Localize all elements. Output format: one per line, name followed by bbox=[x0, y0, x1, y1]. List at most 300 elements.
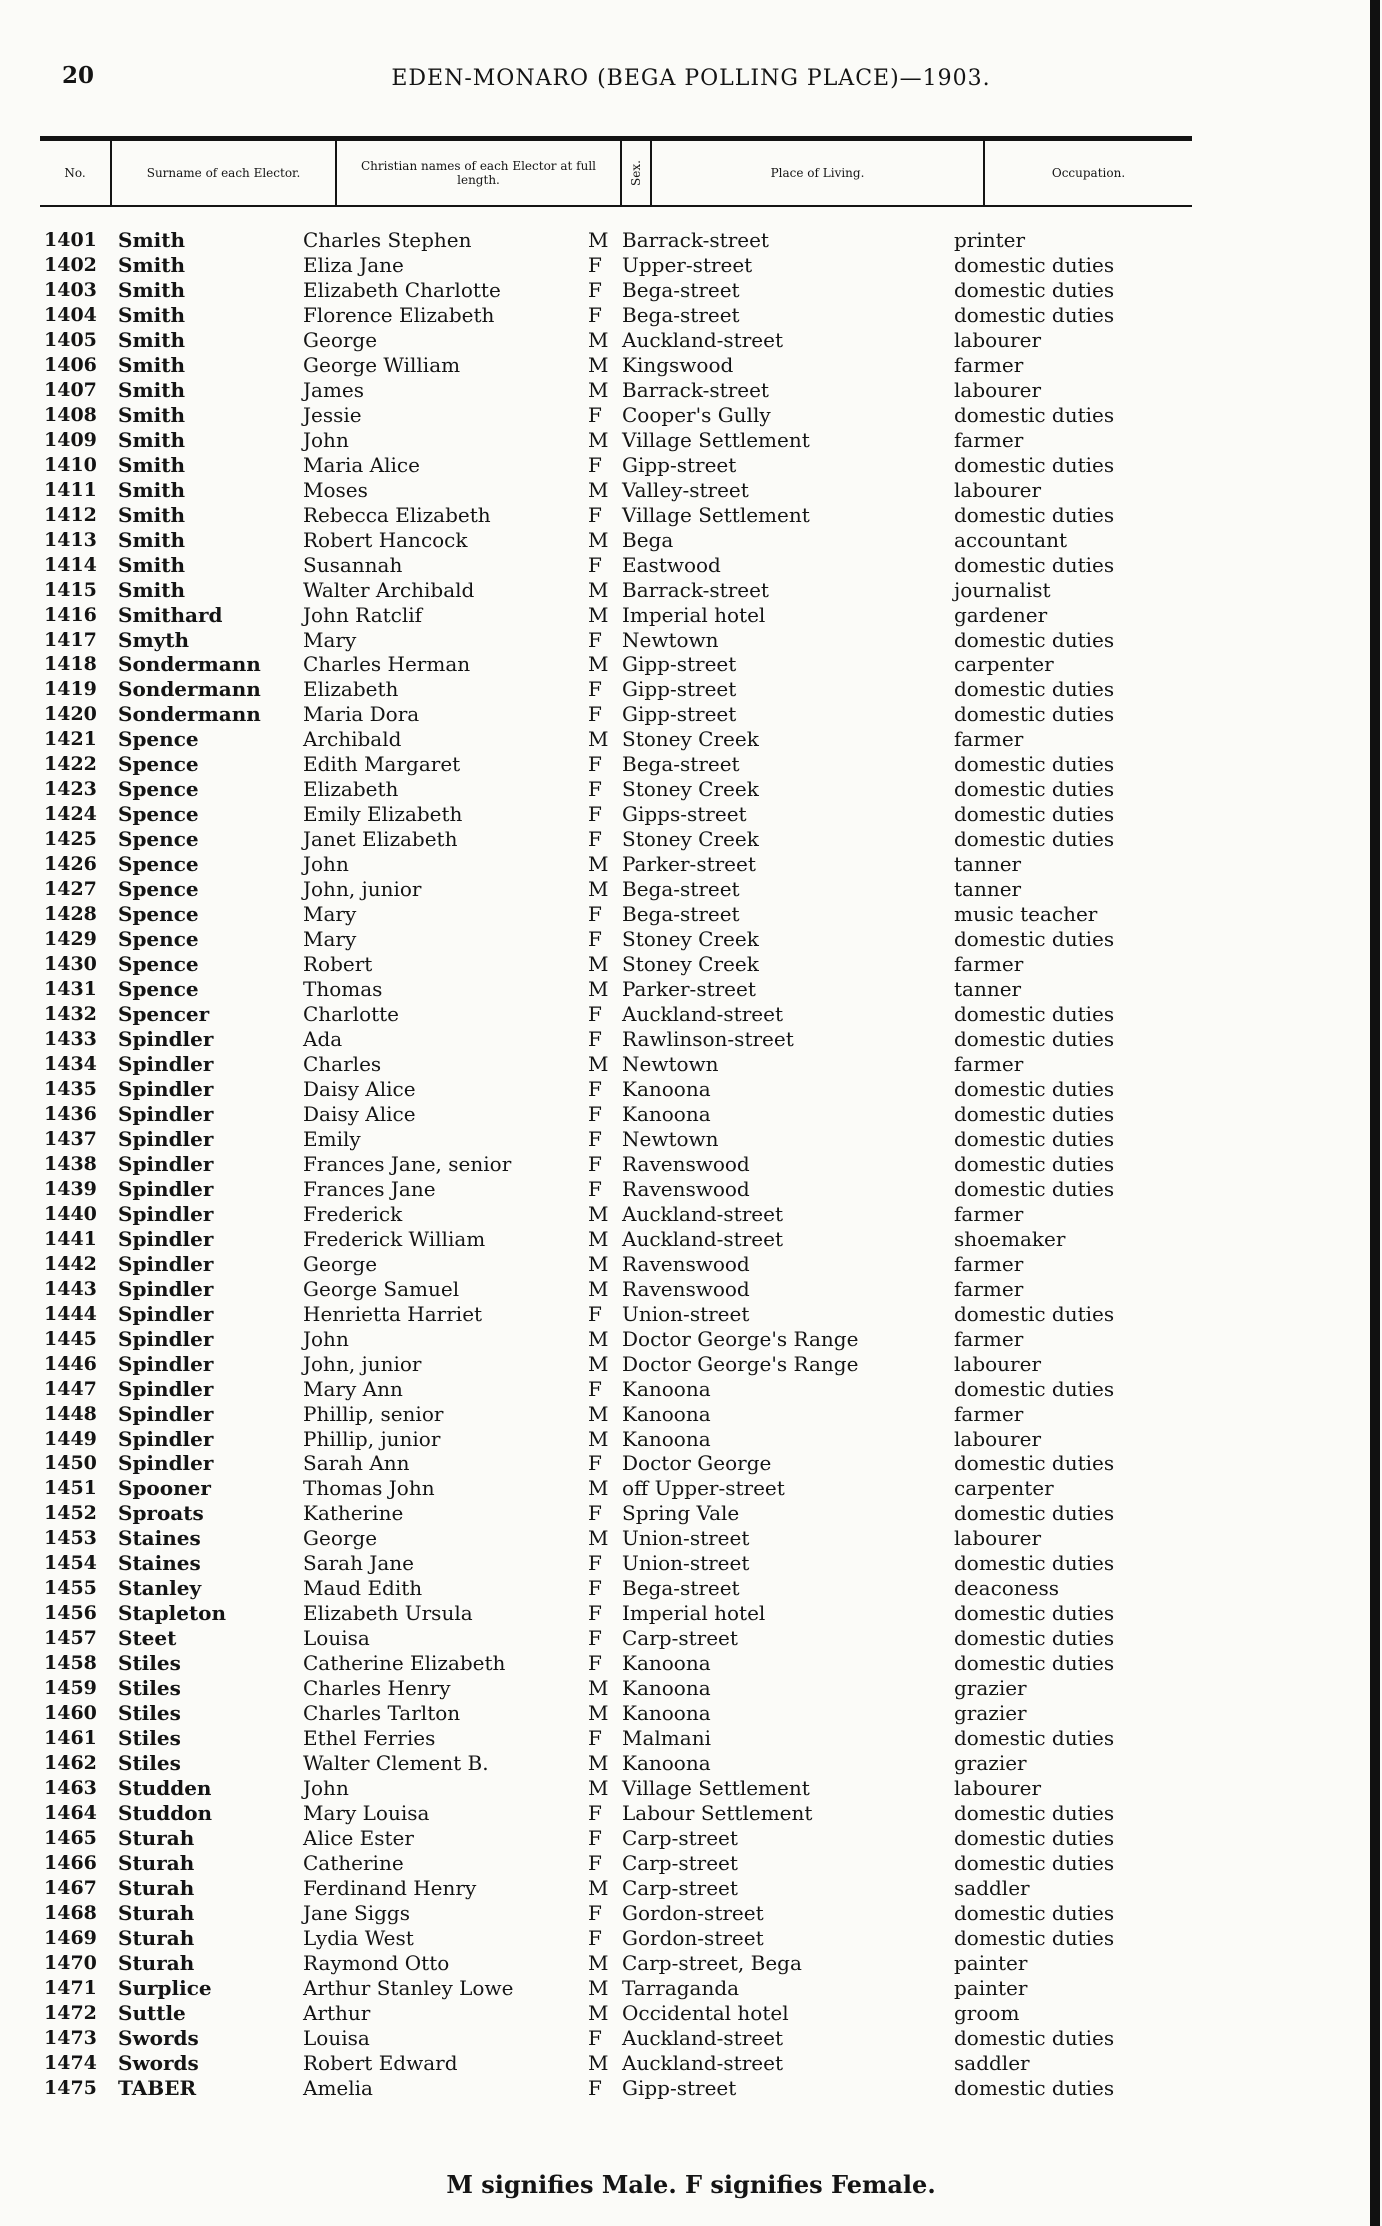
elector-christian-names: Florence Elizabeth bbox=[303, 302, 495, 327]
elector-surname: Smith bbox=[118, 252, 185, 277]
elector-place-of-living: Bega bbox=[622, 527, 674, 552]
elector-place-of-living: Village Settlement bbox=[622, 427, 810, 452]
table-row bbox=[0, 1202, 1382, 1227]
elector-number: 1428 bbox=[44, 903, 97, 926]
elector-place-of-living: Stoney Creek bbox=[622, 927, 759, 952]
table-row bbox=[0, 1826, 1382, 1851]
table-row bbox=[0, 2001, 1382, 2026]
elector-place-of-living: Kanoona bbox=[622, 1376, 711, 1401]
elector-sex: M bbox=[588, 1751, 609, 1776]
elector-christian-names: George William bbox=[303, 352, 461, 377]
elector-number: 1468 bbox=[44, 1901, 97, 1924]
elector-sex: F bbox=[588, 2075, 602, 2100]
elector-occupation: farmer bbox=[954, 352, 1024, 377]
elector-christian-names: John bbox=[303, 1776, 349, 1801]
elector-occupation: domestic duties bbox=[954, 702, 1115, 727]
table-row bbox=[0, 1626, 1382, 1651]
elector-sex: F bbox=[588, 1726, 602, 1751]
elector-christian-names: Charles Henry bbox=[303, 1676, 451, 1701]
table-row bbox=[0, 1277, 1382, 1302]
elector-number: 1446 bbox=[44, 1352, 97, 1375]
elector-sex: F bbox=[588, 1301, 602, 1326]
elector-number: 1451 bbox=[44, 1477, 97, 1500]
column-header-sex bbox=[622, 141, 652, 205]
elector-occupation: domestic duties bbox=[954, 1126, 1115, 1151]
elector-surname: Smith bbox=[118, 427, 185, 452]
elector-surname: Smith bbox=[118, 477, 185, 502]
elector-place-of-living: Village Settlement bbox=[622, 1776, 810, 1801]
table-row bbox=[0, 1501, 1382, 1526]
elector-christian-names: John, junior bbox=[303, 877, 422, 902]
elector-christian-names: Maria Alice bbox=[303, 452, 420, 477]
elector-christian-names: Susannah bbox=[303, 552, 403, 577]
elector-surname: Spence bbox=[118, 902, 199, 927]
elector-place-of-living: Parker-street bbox=[622, 852, 756, 877]
elector-place-of-living: Auckland-street bbox=[622, 327, 783, 352]
elector-christian-names: Maria Dora bbox=[303, 702, 420, 727]
elector-christian-names: John Ratclif bbox=[303, 602, 423, 627]
table-row bbox=[0, 228, 1382, 253]
elector-place-of-living: Gipps-street bbox=[622, 802, 747, 827]
elector-place-of-living: Imperial hotel bbox=[622, 602, 766, 627]
table-row bbox=[0, 1476, 1382, 1501]
elector-sex: M bbox=[588, 377, 609, 402]
elector-sex: F bbox=[588, 1925, 602, 1950]
elector-christian-names: Arthur Stanley Lowe bbox=[303, 1975, 514, 2000]
elector-number: 1420 bbox=[44, 703, 97, 726]
elector-place-of-living: Stoney Creek bbox=[622, 777, 759, 802]
elector-sex: F bbox=[588, 902, 602, 927]
elector-surname: Spindler bbox=[118, 1251, 214, 1276]
elector-number: 1461 bbox=[44, 1727, 97, 1750]
elector-surname: Spindler bbox=[118, 1326, 214, 1351]
elector-place-of-living: Bega-street bbox=[622, 1576, 740, 1601]
table-row bbox=[0, 777, 1382, 802]
elector-occupation: labourer bbox=[954, 1426, 1042, 1451]
elector-place-of-living: Doctor George bbox=[622, 1451, 772, 1476]
elector-number: 1447 bbox=[44, 1377, 97, 1400]
elector-place-of-living: Carp-street bbox=[622, 1850, 738, 1875]
elector-occupation: domestic duties bbox=[954, 1801, 1115, 1826]
elector-number: 1412 bbox=[44, 503, 97, 526]
elector-place-of-living: Kanoona bbox=[622, 1401, 711, 1426]
elector-christian-names: Frances Jane, senior bbox=[303, 1151, 512, 1176]
elector-christian-names: John bbox=[303, 852, 349, 877]
elector-place-of-living: Rawlinson-street bbox=[622, 1027, 794, 1051]
elector-christian-names: Charles Tarlton bbox=[303, 1701, 461, 1726]
elector-occupation: farmer bbox=[954, 1276, 1024, 1301]
elector-number: 1471 bbox=[44, 1976, 97, 1999]
elector-number: 1462 bbox=[44, 1752, 97, 1775]
elector-surname: Sturah bbox=[118, 1925, 195, 1950]
elector-place-of-living: Gipp-street bbox=[622, 702, 737, 727]
elector-christian-names: Frances Jane bbox=[303, 1176, 436, 1201]
table-row bbox=[0, 478, 1382, 503]
elector-place-of-living: Doctor George's Range bbox=[622, 1326, 859, 1351]
elector-place-of-living: Auckland-street bbox=[622, 2050, 783, 2075]
elector-sex: M bbox=[588, 427, 609, 452]
elector-surname: Suttle bbox=[118, 2000, 186, 2025]
elector-number: 1435 bbox=[44, 1077, 97, 1100]
elector-sex: M bbox=[588, 577, 609, 602]
elector-number: 1458 bbox=[44, 1652, 97, 1675]
elector-place-of-living: Parker-street bbox=[622, 977, 756, 1002]
table-row bbox=[0, 1152, 1382, 1177]
page-title: EDEN-MONARO (BEGA POLLING PLACE)—1903. bbox=[391, 66, 991, 91]
elector-number: 1459 bbox=[44, 1677, 97, 1700]
elector-place-of-living: Carp-street, Bega bbox=[622, 1950, 802, 1975]
elector-number: 1425 bbox=[44, 828, 97, 851]
table-row bbox=[0, 628, 1382, 653]
elector-christian-names: Daisy Alice bbox=[303, 1076, 416, 1101]
elector-occupation: music teacher bbox=[954, 902, 1098, 927]
elector-surname: TABER bbox=[118, 2075, 197, 2100]
elector-number: 1457 bbox=[44, 1627, 97, 1650]
table-row bbox=[0, 553, 1382, 578]
elector-number: 1416 bbox=[44, 603, 97, 626]
elector-place-of-living: Gordon-street bbox=[622, 1925, 764, 1950]
elector-place-of-living: Newtown bbox=[622, 1051, 719, 1076]
elector-christian-names: Raymond Otto bbox=[303, 1950, 450, 1975]
table-row bbox=[0, 977, 1382, 1002]
elector-number: 1448 bbox=[44, 1402, 97, 1425]
elector-sex: F bbox=[588, 502, 602, 527]
elector-occupation: domestic duties bbox=[954, 1726, 1115, 1751]
elector-number: 1402 bbox=[44, 253, 97, 276]
elector-number: 1470 bbox=[44, 1951, 97, 1974]
elector-sex: F bbox=[588, 1176, 602, 1201]
elector-sex: F bbox=[588, 702, 602, 727]
elector-surname: Stapleton bbox=[118, 1601, 227, 1626]
elector-sex: F bbox=[588, 1576, 602, 1601]
elector-place-of-living: Kanoona bbox=[622, 1426, 711, 1451]
elector-sex: M bbox=[588, 877, 609, 902]
elector-occupation: grazier bbox=[954, 1751, 1027, 1776]
table-row bbox=[0, 1876, 1382, 1901]
elector-number: 1453 bbox=[44, 1527, 97, 1550]
elector-occupation: tanner bbox=[954, 852, 1022, 877]
elector-place-of-living: Auckland-street bbox=[622, 2025, 783, 2050]
elector-number: 1445 bbox=[44, 1327, 97, 1350]
elector-surname: Studdon bbox=[118, 1801, 213, 1826]
table-row bbox=[0, 752, 1382, 777]
elector-sex: F bbox=[588, 1551, 602, 1576]
elector-christian-names: Eliza Jane bbox=[303, 252, 404, 277]
elector-christian-names: George Samuel bbox=[303, 1276, 460, 1301]
table-row bbox=[0, 578, 1382, 603]
elector-number: 1413 bbox=[44, 528, 97, 551]
elector-number: 1474 bbox=[44, 2051, 97, 2074]
table-row bbox=[0, 1052, 1382, 1077]
elector-christian-names: Archibald bbox=[303, 727, 402, 752]
table-row bbox=[0, 1926, 1382, 1951]
elector-christian-names: Henrietta Harriet bbox=[303, 1301, 483, 1326]
elector-surname: Sturah bbox=[118, 1875, 195, 1900]
elector-surname: Sturah bbox=[118, 1950, 195, 1975]
elector-surname: Smith bbox=[118, 502, 185, 527]
elector-place-of-living: Barrack-street bbox=[622, 577, 769, 602]
elector-place-of-living: Auckland-street bbox=[622, 1201, 783, 1226]
elector-occupation: tanner bbox=[954, 877, 1022, 902]
table-row bbox=[0, 1701, 1382, 1726]
elector-occupation: journalist bbox=[954, 577, 1051, 602]
elector-number: 1443 bbox=[44, 1277, 97, 1300]
elector-occupation: domestic duties bbox=[954, 752, 1115, 777]
elector-christian-names: Jane Siggs bbox=[303, 1900, 410, 1925]
elector-number: 1405 bbox=[44, 328, 97, 351]
elector-number: 1464 bbox=[44, 1802, 97, 1825]
elector-sex: F bbox=[588, 2025, 602, 2050]
table-row bbox=[0, 702, 1382, 727]
elector-occupation: domestic duties bbox=[954, 302, 1115, 327]
elector-surname: Stiles bbox=[118, 1676, 181, 1701]
elector-occupation: domestic duties bbox=[954, 1551, 1115, 1576]
elector-surname: Spindler bbox=[118, 1301, 214, 1326]
elector-christian-names: Elizabeth Charlotte bbox=[303, 277, 501, 302]
elector-place-of-living: Cooper's Gully bbox=[622, 402, 771, 427]
elector-sex: M bbox=[588, 602, 609, 627]
elector-number: 1434 bbox=[44, 1052, 97, 1075]
elector-christian-names: Jessie bbox=[303, 402, 362, 427]
table-row bbox=[0, 1676, 1382, 1701]
elector-surname: Sproats bbox=[118, 1501, 204, 1526]
elector-sex: M bbox=[588, 2000, 609, 2025]
elector-occupation: domestic duties bbox=[954, 552, 1115, 577]
elector-sex: M bbox=[588, 352, 609, 377]
elector-number: 1421 bbox=[44, 728, 97, 751]
column-header-number: No. bbox=[40, 141, 112, 205]
elector-place-of-living: Kanoona bbox=[622, 1701, 711, 1726]
elector-surname: Smith bbox=[118, 452, 185, 477]
elector-number: 1433 bbox=[44, 1028, 97, 1050]
elector-number: 1415 bbox=[44, 578, 97, 601]
elector-surname: Spence bbox=[118, 752, 199, 777]
elector-surname: Smith bbox=[118, 327, 185, 352]
elector-surname: Spence bbox=[118, 852, 199, 877]
table-row bbox=[0, 278, 1382, 303]
elector-sex: M bbox=[588, 977, 609, 1002]
elector-occupation: farmer bbox=[954, 1401, 1024, 1426]
elector-occupation: labourer bbox=[954, 377, 1042, 402]
page-number: 20 bbox=[62, 62, 95, 89]
table-row bbox=[0, 827, 1382, 852]
footnote: M signifies Male. F signifies Female. bbox=[446, 2170, 936, 2199]
elector-place-of-living: Barrack-street bbox=[622, 377, 769, 402]
elector-christian-names: Mary bbox=[303, 902, 357, 927]
elector-place-of-living: Spring Vale bbox=[622, 1501, 740, 1526]
elector-number: 1410 bbox=[44, 453, 97, 476]
elector-place-of-living: Ravenswood bbox=[622, 1176, 750, 1201]
elector-number: 1455 bbox=[44, 1577, 97, 1600]
table-row bbox=[0, 303, 1382, 328]
elector-occupation: painter bbox=[954, 1950, 1028, 1975]
table-row bbox=[0, 677, 1382, 702]
elector-christian-names: Katherine bbox=[303, 1501, 404, 1526]
table-row bbox=[0, 1002, 1382, 1027]
elector-surname: Staines bbox=[118, 1526, 201, 1551]
electors-list bbox=[0, 228, 1382, 2101]
elector-sex: M bbox=[588, 1351, 609, 1376]
elector-place-of-living: Newtown bbox=[622, 627, 719, 652]
elector-sex: M bbox=[588, 1526, 609, 1551]
elector-christian-names: Frederick William bbox=[303, 1226, 486, 1251]
elector-surname: Spindler bbox=[118, 1226, 214, 1251]
elector-sex: F bbox=[588, 402, 602, 427]
elector-sex: F bbox=[588, 1027, 602, 1051]
elector-occupation: grazier bbox=[954, 1701, 1027, 1726]
elector-christian-names: Emily bbox=[303, 1126, 361, 1151]
elector-occupation: farmer bbox=[954, 952, 1024, 977]
elector-sex: F bbox=[588, 827, 602, 852]
elector-occupation: domestic duties bbox=[954, 277, 1115, 302]
table-row bbox=[0, 1327, 1382, 1352]
table-row bbox=[0, 1901, 1382, 1926]
elector-surname: Stiles bbox=[118, 1701, 181, 1726]
elector-place-of-living: Upper-street bbox=[622, 252, 753, 277]
elector-place-of-living: Kanoona bbox=[622, 1651, 711, 1676]
table-row bbox=[0, 727, 1382, 752]
table-row bbox=[0, 652, 1382, 677]
table-row bbox=[0, 2026, 1382, 2051]
elector-christian-names: Alice Ester bbox=[303, 1826, 414, 1850]
elector-christian-names: Louisa bbox=[303, 2025, 370, 2050]
elector-surname: Smithard bbox=[118, 602, 223, 627]
table-row bbox=[0, 1651, 1382, 1676]
table-row bbox=[0, 1402, 1382, 1427]
elector-occupation: domestic duties bbox=[954, 1027, 1115, 1051]
table-row bbox=[0, 1726, 1382, 1751]
table-row bbox=[0, 2076, 1382, 2101]
elector-sex: M bbox=[588, 1426, 609, 1451]
elector-surname: Spence bbox=[118, 802, 199, 827]
elector-christian-names: Sarah Jane bbox=[303, 1551, 415, 1576]
elector-sex: M bbox=[588, 1226, 609, 1251]
elector-place-of-living: Ravenswood bbox=[622, 1251, 750, 1276]
table-row bbox=[0, 603, 1382, 628]
page-edge-shadow bbox=[1370, 0, 1380, 2226]
elector-place-of-living: Kanoona bbox=[622, 1751, 711, 1776]
table-row bbox=[0, 1576, 1382, 1601]
table-row bbox=[0, 1526, 1382, 1551]
elector-place-of-living: Gipp-street bbox=[622, 452, 737, 477]
table-row bbox=[0, 1127, 1382, 1152]
elector-christian-names: Elizabeth bbox=[303, 677, 399, 702]
elector-sex: F bbox=[588, 1126, 602, 1151]
elector-place-of-living: Imperial hotel bbox=[622, 1601, 766, 1626]
elector-place-of-living: Bega-street bbox=[622, 902, 740, 927]
elector-occupation: domestic duties bbox=[954, 1002, 1115, 1027]
elector-christian-names: Moses bbox=[303, 477, 368, 502]
elector-christian-names: Ferdinand Henry bbox=[303, 1875, 477, 1900]
elector-place-of-living: Kanoona bbox=[622, 1076, 711, 1101]
elector-sex: M bbox=[588, 477, 609, 502]
elector-occupation: domestic duties bbox=[954, 1176, 1115, 1201]
table-row bbox=[0, 1177, 1382, 1202]
elector-number: 1432 bbox=[44, 1003, 97, 1026]
elector-place-of-living: Kanoona bbox=[622, 1676, 711, 1701]
elector-christian-names: Robert Hancock bbox=[303, 527, 468, 552]
elector-place-of-living: Tarraganda bbox=[622, 1975, 740, 2000]
table-row bbox=[0, 1252, 1382, 1277]
elector-occupation: domestic duties bbox=[954, 1826, 1115, 1850]
elector-number: 1426 bbox=[44, 853, 97, 876]
elector-sex: F bbox=[588, 777, 602, 802]
elector-surname: Spindler bbox=[118, 1101, 214, 1126]
elector-sex: M bbox=[588, 952, 609, 977]
elector-occupation: domestic duties bbox=[954, 502, 1115, 527]
elector-occupation: domestic duties bbox=[954, 1501, 1115, 1526]
elector-number: 1469 bbox=[44, 1926, 97, 1949]
elector-surname: Spencer bbox=[118, 1002, 210, 1027]
elector-number: 1408 bbox=[44, 403, 97, 426]
elector-occupation: domestic duties bbox=[954, 627, 1115, 652]
elector-place-of-living: Newtown bbox=[622, 1126, 719, 1151]
elector-sex: F bbox=[588, 1900, 602, 1925]
elector-place-of-living: Auckland-street bbox=[622, 1226, 783, 1251]
elector-occupation: grazier bbox=[954, 1676, 1027, 1701]
elector-surname: Spindler bbox=[118, 1451, 214, 1476]
table-row bbox=[0, 253, 1382, 278]
elector-sex: F bbox=[588, 752, 602, 777]
table-row bbox=[0, 2051, 1382, 2076]
elector-surname: Spooner bbox=[118, 1476, 211, 1501]
table-row bbox=[0, 1601, 1382, 1626]
elector-occupation: deaconess bbox=[954, 1576, 1060, 1601]
elector-christian-names: Charles bbox=[303, 1051, 382, 1076]
elector-christian-names: Walter Clement B. bbox=[303, 1751, 489, 1776]
table-row bbox=[0, 328, 1382, 353]
elector-christian-names: John bbox=[303, 1326, 349, 1351]
elector-surname: Sondermann bbox=[118, 702, 261, 727]
elector-sex: M bbox=[588, 1051, 609, 1076]
elector-occupation: groom bbox=[954, 2000, 1020, 2025]
elector-number: 1422 bbox=[44, 753, 97, 776]
elector-surname: Smith bbox=[118, 302, 185, 327]
elector-occupation: domestic duties bbox=[954, 1850, 1115, 1875]
elector-place-of-living: Bega-street bbox=[622, 877, 740, 902]
elector-sex: M bbox=[588, 1950, 609, 1975]
elector-occupation: labourer bbox=[954, 477, 1042, 502]
elector-occupation: domestic duties bbox=[954, 2025, 1115, 2050]
elector-number: 1423 bbox=[44, 778, 97, 801]
elector-christian-names: Robert bbox=[303, 952, 373, 977]
elector-christian-names: Thomas bbox=[303, 977, 383, 1002]
elector-surname: Spindler bbox=[118, 1151, 214, 1176]
table-row bbox=[0, 852, 1382, 877]
elector-sex: F bbox=[588, 1501, 602, 1526]
elector-occupation: domestic duties bbox=[954, 452, 1115, 477]
elector-place-of-living: Gipp-street bbox=[622, 677, 737, 702]
elector-sex: M bbox=[588, 1875, 609, 1900]
elector-place-of-living: Bega-street bbox=[622, 277, 740, 302]
elector-surname: Spindler bbox=[118, 1351, 214, 1376]
elector-sex: M bbox=[588, 228, 609, 252]
elector-occupation: labourer bbox=[954, 1776, 1042, 1801]
elector-surname: Spindler bbox=[118, 1176, 214, 1201]
column-header-surname: Surname of each Elector. bbox=[112, 141, 337, 205]
elector-place-of-living: Ravenswood bbox=[622, 1151, 750, 1176]
elector-number: 1409 bbox=[44, 428, 97, 451]
elector-sex: F bbox=[588, 1451, 602, 1476]
elector-sex: M bbox=[588, 527, 609, 552]
elector-sex: F bbox=[588, 1101, 602, 1126]
elector-number: 1407 bbox=[44, 378, 97, 401]
elector-number: 1430 bbox=[44, 953, 97, 976]
elector-surname: Spindler bbox=[118, 1401, 214, 1426]
elector-surname: Sondermann bbox=[118, 677, 261, 702]
elector-surname: Smith bbox=[118, 402, 185, 427]
table-row bbox=[0, 503, 1382, 528]
